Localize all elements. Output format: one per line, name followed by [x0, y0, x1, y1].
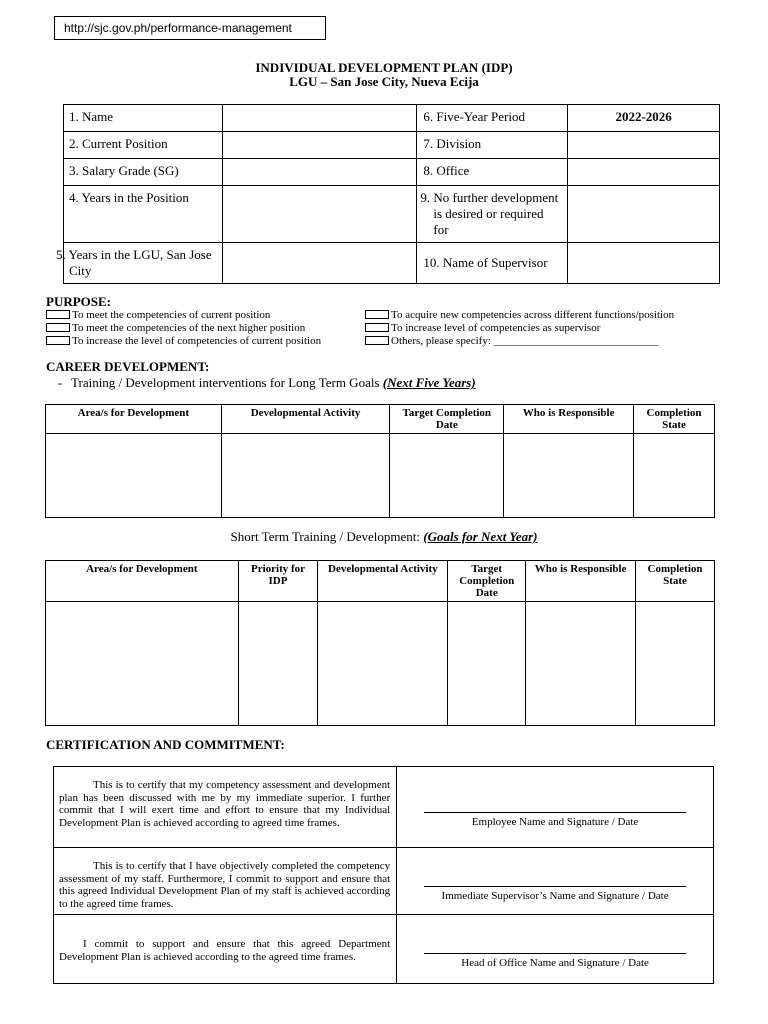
- checkbox[interactable]: [46, 336, 70, 345]
- short-term-caption: [0, 529, 768, 545]
- purpose-option-others[interactable]: [365, 335, 659, 347]
- supervisor-field[interactable]: [568, 243, 720, 284]
- table-cell[interactable]: [504, 434, 634, 518]
- head-signature-cell[interactable]: [397, 915, 714, 984]
- column-header: Developmental Activity: [318, 561, 448, 602]
- bullet: -: [58, 375, 63, 390]
- certification-table: [53, 766, 714, 984]
- column-header: Area/s for Development: [46, 561, 239, 602]
- short-term-text: Short Term Training / Development:: [230, 529, 424, 544]
- long-term-goal: (Next Five Years): [382, 375, 476, 390]
- url-box[interactable]: http://sjc.gov.ph/performance-management: [54, 16, 326, 40]
- column-header: Target Completion Date: [448, 561, 526, 602]
- purpose-option-new-competencies[interactable]: [365, 309, 674, 321]
- current-position-field[interactable]: [222, 132, 417, 159]
- table-cell[interactable]: [636, 602, 715, 726]
- column-header: Priority for IDP: [238, 561, 318, 602]
- career-heading: CAREER DEVELOPMENT:: [46, 359, 210, 374]
- table-cell[interactable]: [448, 602, 526, 726]
- employee-signature-label: Employee Name and Signature / Date: [424, 812, 686, 829]
- table-cell[interactable]: [318, 602, 448, 726]
- supervisor-label: 10. Name of Supervisor: [417, 243, 568, 284]
- purpose-option-label: To meet the competencies of current position: [72, 309, 271, 321]
- five-year-period-label: 6. Five-Year Period: [417, 105, 568, 132]
- column-header: Developmental Activity: [221, 405, 390, 434]
- table-cell[interactable]: [390, 434, 504, 518]
- employee-certification-text: This is to certify that my competency assessment and development plan has been discussed with me by my immediate superior. I further commit that I will exert time and effort to ensure that my Individual Development Plan is achieved according to agreed time frames.: [54, 767, 397, 848]
- salary-grade-field[interactable]: [222, 159, 417, 186]
- column-header: Target Completion Date: [390, 405, 504, 434]
- table-cell[interactable]: [46, 602, 239, 726]
- long-term-plan-table: [45, 404, 715, 518]
- name-label: 1. Name: [64, 105, 223, 132]
- checkbox[interactable]: [46, 323, 70, 332]
- purpose-option-current[interactable]: [46, 309, 270, 321]
- office-field[interactable]: [568, 159, 720, 186]
- five-year-period-value[interactable]: 2022-2026: [568, 105, 720, 132]
- employee-info-table: [56, 104, 720, 284]
- division-label: 7. Division: [417, 132, 568, 159]
- column-header: Area/s for Development: [46, 405, 222, 434]
- division-field[interactable]: [568, 132, 720, 159]
- supervisor-certification-text: This is to certify that I have objectively completed the competency assessment of my staff. Furthermore, I commit to support and ensure that this agreed Individual Development Plan of my staff is achieved according to the agreed time frames.: [54, 848, 397, 915]
- column-header: Completion State: [634, 405, 715, 434]
- column-header: Completion State: [636, 561, 715, 602]
- column-header: Who is Responsible: [526, 561, 636, 602]
- head-certification-text: I commit to support and ensure that this agreed Department Development Plan is achieved according to the agreed time frames.: [54, 915, 397, 984]
- purpose-option-supervisor[interactable]: [365, 322, 600, 334]
- table-cell[interactable]: [526, 602, 636, 726]
- purpose-option-label: To increase the level of competencies of current position: [72, 335, 322, 347]
- purpose-option-label: Others, please specify: ______________________________: [391, 335, 659, 347]
- purpose-heading: PURPOSE:: [46, 294, 111, 309]
- purpose-option-increase-current[interactable]: [46, 335, 321, 347]
- years-position-field[interactable]: [222, 186, 417, 243]
- table-cell[interactable]: [46, 434, 222, 518]
- office-label: 8. Office: [417, 159, 568, 186]
- supervisor-signature-label: Immediate Supervisor’s Name and Signature / Date: [424, 886, 686, 903]
- table-cell[interactable]: [238, 602, 318, 726]
- checkbox[interactable]: [46, 310, 70, 319]
- purpose-option-label: To meet the competencies of the next higher position: [72, 322, 306, 334]
- short-term-goal: (Goals for Next Year): [423, 529, 538, 544]
- purpose-option-label: To acquire new competencies across different functions/position: [391, 309, 675, 321]
- column-header: Who is Responsible: [504, 405, 634, 434]
- long-term-text: Training / Development interventions for Long Term Goals: [71, 375, 383, 390]
- checkbox[interactable]: [365, 336, 389, 345]
- checkbox[interactable]: [365, 310, 389, 319]
- years-lgu-label: 5. Years in the LGU, San Jose City: [64, 243, 223, 284]
- short-term-plan-table: [45, 560, 715, 726]
- current-position-label: 2. Current Position: [64, 132, 223, 159]
- employee-signature-cell[interactable]: [397, 767, 714, 848]
- checkbox[interactable]: [365, 323, 389, 332]
- form-title: INDIVIDUAL DEVELOPMENT PLAN (IDP): [255, 60, 513, 75]
- no-further-field[interactable]: [568, 186, 720, 243]
- purpose-option-next-higher[interactable]: [46, 322, 305, 334]
- head-signature-label: Head of Office Name and Signature / Date: [424, 953, 686, 970]
- supervisor-signature-cell[interactable]: [397, 848, 714, 915]
- name-field[interactable]: [222, 105, 417, 132]
- purpose-option-label: To increase level of competencies as supervisor: [391, 322, 601, 334]
- table-cell[interactable]: [634, 434, 715, 518]
- form-subtitle: LGU – San Jose City, Nueva Ecija: [289, 74, 479, 89]
- no-further-label: 9. No further development is desired or required for: [417, 186, 568, 243]
- table-cell[interactable]: [221, 434, 390, 518]
- years-position-label: 4. Years in the Position: [64, 186, 223, 243]
- certification-heading: CERTIFICATION AND COMMITMENT:: [46, 737, 285, 752]
- salary-grade-label: 3. Salary Grade (SG): [64, 159, 223, 186]
- years-lgu-field[interactable]: [222, 243, 417, 284]
- long-term-caption: [58, 375, 476, 391]
